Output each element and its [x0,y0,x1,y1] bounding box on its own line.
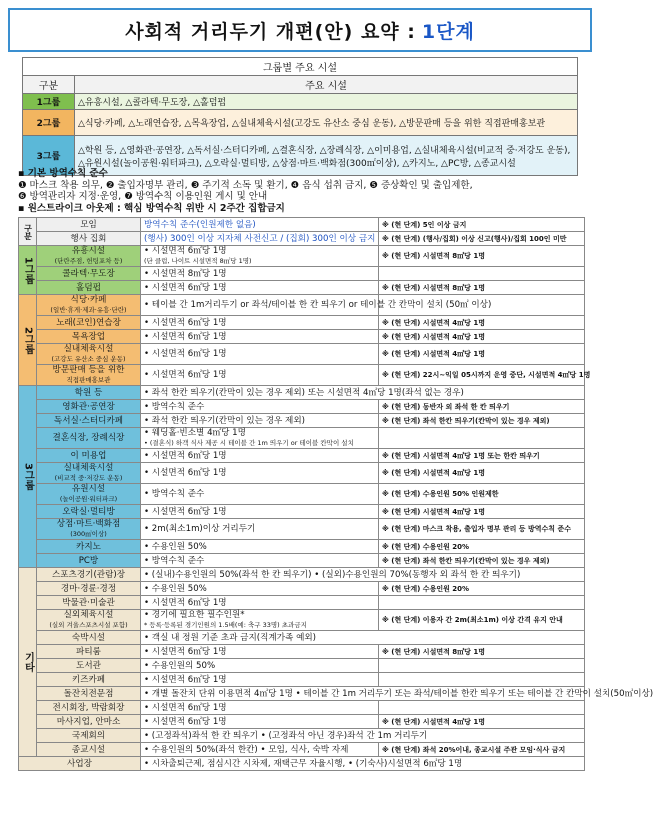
facility-name-text: 실내체육시설 [63,463,114,473]
table-row [19,596,585,610]
facility-rule-text: • 시설면적 8㎡당 1명 [144,268,227,279]
facility-name-text: 실외체육시설 [63,610,114,620]
facility-rule-text: • 시설면적 6㎡당 1명 [144,674,227,685]
facility-rule-text: • 수용인원의 50%(좌석 한칸) • 모임, 식사, 숙박 자제 [144,744,349,755]
title-stage: 1단계 [421,20,475,43]
facility-name-text: 독서실·스터디카페 [53,415,124,426]
table-row [19,582,585,596]
facility-current [379,596,585,610]
facility-name [37,505,141,519]
facility-rule-text: • 시설면적 6㎡당 1명 [144,468,227,478]
facility-rule [141,400,379,414]
facility-name [37,610,141,631]
facility-rule-text: • 객실 내 정원 기준 초과 금지(직계가족 예외) [144,632,317,643]
facility-rule-text: • 수용인원의 50% [144,660,216,671]
facility-rule [141,505,379,519]
facility-name [37,400,141,414]
facility-name-text: 실내체육시설 [63,344,114,354]
facility-col-header: 주요 시설 [75,76,578,94]
facility-name-text: 키즈카페 [71,674,106,685]
facility-current: ※ (현 단계) 좌석 한칸 띄우기(칸막이 있는 경우 제외) [379,554,585,568]
facility-name-text: PC방 [78,555,99,566]
group-col-header: 구분 [23,76,75,94]
table-row [19,687,585,701]
assembly-current: ※ (현 단계) (행사/집회) 이상 신고(행사)/집회 100인 미만 [379,232,585,246]
facility-name-text: 숙박시설 [71,632,106,643]
table-row [19,267,585,281]
facility-name [37,582,141,596]
table-row [19,540,585,554]
facility-rule-text: • 시설면적 6㎡당 1명 [144,370,227,380]
facility-name [37,701,141,715]
table-row [19,218,585,232]
facility-name [37,673,141,687]
facility-name-text: 유원시설 [71,484,106,494]
facility-rule-text: • 테이블 간 1m거리두기 or 좌석/테이블 한 칸 띄우기 or 테이블 간 칸막이 설치 (50㎡ 이상) [144,300,492,310]
group3-label: 3그룹 [19,386,37,568]
facility-rule [141,554,379,568]
facility-rule [141,673,379,687]
facility-rule-text: • 시설면적 6㎡당 1명 [144,317,227,328]
facility-rule [141,484,379,505]
main-rules-table [18,217,653,771]
facility-name [37,568,141,582]
meeting-rule: 방역수칙 준수(인원제한 없음) [141,218,379,232]
facility-name-text: 파티룸 [76,646,101,657]
facility-name [37,449,141,463]
notes-block [18,168,578,214]
table-row [19,316,585,330]
facility-rule [141,519,379,540]
meeting-name: 모임 [37,218,141,232]
facility-rule-sub: (단 클럽, 나이트 시설면적 8㎡당 1명) [144,257,252,265]
facility-name [37,729,141,743]
facility-name-text: 영화관·공연장 [62,401,115,412]
facility-name-sub: (비교적 중·저강도 운동) [54,474,123,482]
facility-name-text: 목욕장업 [71,331,106,342]
facility-name-sub: (놀이공원·워터파크) [59,495,118,503]
facility-name [37,414,141,428]
facility-rule [141,267,379,281]
table-row [19,484,585,505]
facility-name-text: 카지노 [76,541,101,552]
facility-rule [141,596,379,610]
facility-rule-text: • 수용인원 50% [144,583,207,594]
facility-current: ※ (현 단계) 이용자 간 2m(최소1m) 이상 간격 유지 안내 [379,610,585,631]
facility-rule-text: • 개별 돌잔치 단위 이용면적 4㎡당 1명 • 테이블 간 1m 거리두기 또는 좌석/테이블 한칸 띄우기 또는 테이블 간 칸막이 설치(50㎡이상) [144,688,653,699]
assembly-name: 행사 집회 [37,232,141,246]
group3-label: 3그룹 [23,136,75,176]
facility-current: ※ (현 단계) 동반자 외 좌석 한 칸 띄우기 [379,400,585,414]
workplace-name: 사업장 [19,757,141,771]
group2-facilities: △식당·카페, △노래연습장, △목욕장업, △실내체육시설(고강도 유산소 중심 운동), △방문판매 등을 위한 직접판매홍보관 [75,110,578,136]
facility-current [379,267,585,281]
facility-rule [141,295,492,316]
facility-rule [141,729,585,743]
table-row [19,386,585,400]
facility-rule [141,540,379,554]
facility-current: ※ (현 단계) 수용인원 20% [379,540,585,554]
table-row [19,610,585,631]
table-row [19,344,585,365]
facility-name-text: 방문판매 등을 위한 [52,365,125,375]
facility-name-text: 마사지업, 안마소 [56,716,121,727]
facility-name [37,386,141,400]
facility-rule-text: • 시설면적 6㎡당 1명 [144,597,227,608]
facility-name-text: 노래(코인)연습장 [56,317,121,328]
facility-name-sub: (실외 겨울스포츠시설 포함) [49,621,128,629]
facility-rule-text: • 경기에 필요한 필수인원* [144,610,245,620]
facility-name-text: 상점·마트·백화점 [56,519,121,529]
table-row [19,729,585,743]
table-row [19,519,585,540]
facility-current: ※ (현 단계) 시설면적 4㎡당 1명 [379,505,585,519]
table-row [19,645,585,659]
facility-current [379,701,585,715]
table-row [19,757,585,771]
facility-name [37,596,141,610]
table-row [19,330,585,344]
facility-name-sub: (고강도 유산소 중심 운동) [51,355,126,363]
facility-name [37,519,141,540]
facility-rule [141,743,379,757]
facility-name [37,659,141,673]
facility-name [37,687,141,701]
facility-rule-text: • (고정좌석)좌석 한 칸 띄우기 • (고정좌석 아닌 경우)좌석 간 1m 거리두기 [144,730,428,741]
facility-current: ※ (현 단계) 마스크 착용, 출입자 명부 관리 등 방역수칙 준수 [379,519,585,540]
facility-rule-text: • 웨딩홀·빈소별 4㎡당 1명 [144,428,246,438]
facility-current: ※ (현 단계) 시설면적 4㎡당 1명 [379,330,585,344]
facility-rule [141,449,379,463]
facility-rule-text: • 시설면적 6㎡당 1명 [144,646,227,657]
facility-rule [141,631,585,645]
meeting-current: ※ (현 단계) 5인 이상 금지 [379,218,585,232]
facility-rule-text: • 좌석 한칸 띄우기(칸막이 있는 경우 제외) 또는 시설면적 4㎡당 1명(좌석 없는 경우) [144,387,464,398]
facility-name-text: 종교시설 [71,744,106,755]
facility-name-text: 콜라텍·무도장 [62,268,115,279]
facility-name-text: 돌잔치전문점 [63,688,114,699]
facility-name-text: 홀덤펍 [76,282,101,293]
facility-name-sub: 직접판매홍보관 [66,376,111,384]
table-row [19,554,585,568]
header-group-cell: 구분 [19,218,37,246]
facility-current [379,673,585,687]
facility-rule-sub: • (결혼식) 하객 식사 제공 시 테이블 간 1m 띄우기 or 테이블 칸막이 설치 [144,439,354,447]
facility-rule [141,281,379,295]
table-row [19,505,585,519]
group3-facilities: △학원 등, △영화관·공연장, △독서실·스터디카페, △결혼식장, △장례식장, △이미용업, △실내체육시설(비교적 중·저강도 운동), △유원시설(놀이공원·워터파크), △오락실·멀티방, △상점·마트·백화점(300㎡이상), △카지노, △PC방, △종교시설 [75,136,578,176]
facility-name-text: 스포츠경기(관람)장 [51,569,126,580]
facility-rule [141,428,379,449]
facility-rule [141,687,653,701]
facility-rule-text: • 시설면적 6㎡당 1명 [144,331,227,342]
document-title [8,8,592,52]
facility-name [37,484,141,505]
facility-name-text: 결혼식장, 장례식장 [52,433,125,443]
table-row [19,232,585,246]
facility-name [37,645,141,659]
facility-current: ※ (현 단계) 시설면적 4㎡당 1명 [379,463,585,484]
facility-rule [141,344,379,365]
facility-rule [141,610,379,631]
table-row [19,659,585,673]
facility-rule-text: • 시설면적 6㎡당 1명 [144,349,227,359]
facility-name [37,554,141,568]
group2-label: 2그룹 [23,110,75,136]
facility-rule-text: • 시설면적 6㎡당 1명 [144,282,227,293]
facility-name-text: 경마·경륜·경정 [60,583,117,594]
facility-rule-text: • 시설면적 6㎡당 1명 [144,246,227,256]
facility-name [37,295,141,316]
table-row [19,568,585,582]
facility-current: ※ (현 단계) 수용인원 20% [379,582,585,596]
table-row [19,428,585,449]
facility-rule [141,701,379,715]
facility-rule-text: • 시설면적 6㎡당 1명 [144,716,227,727]
group1-label: 1그룹 [19,246,37,295]
facility-name-text: 박물관·미술관 [62,597,115,608]
assembly-rule: (행사) 300인 이상 지자체 사전신고 / (집회) 300인 이상 금지 [141,232,379,246]
facility-rule [141,715,379,729]
facility-name [37,267,141,281]
facility-name [37,631,141,645]
table-row [19,715,585,729]
table-row [19,449,585,463]
table-row [19,743,585,757]
group1-facilities: △유흥시설, △콜라텍·무도장, △홀덤펍 [75,94,578,110]
facility-name [37,428,141,449]
group-facility-table [22,57,578,176]
facility-current [379,428,585,449]
facility-rule-text: • 방역수칙 준수 [144,555,205,566]
notes-rules-line2: ❻ 방역관리자 지정·운영, ❼ 방역수칙 이용인원 게시 및 안내 [18,191,268,202]
facility-rule-text: • 2m(최소1m)이상 거리두기 [144,524,256,534]
facility-name-sub: (단란주점, 헌팅포차 등) [54,257,123,265]
facility-current: ※ (현 단계) 시설면적 4㎡당 1명 또는 한칸 띄우기 [379,449,585,463]
notes-rules-line1: ❶ 마스크 착용 의무, ❷ 출입자명부 관리, ❸ 주기적 소독 및 환기, ❹ 음식 섭취 금지, ❺ 증상확인 및 출입제한, [18,179,473,191]
facility-name-text: 전시회장, 박람회장 [52,702,125,713]
table-row [19,631,585,645]
facility-name-sub: (300㎡이상) [70,530,107,538]
table-row [19,463,585,484]
facility-name [37,463,141,484]
notes-basic-rules: ▪ 기본 방역수칙 준수 [18,168,108,179]
facility-rule [141,414,379,428]
facility-rule-sub: * 등록·등록된 경기인원의 1.5배(예: 축구 33명) 초과금지 [144,621,307,629]
facility-rule-text: • 방역수칙 준수 [144,489,205,499]
facility-rule [141,246,379,267]
table-row [19,295,585,316]
facility-current [379,659,585,673]
facility-rule [141,582,379,596]
table-row [19,673,585,687]
table-row [19,400,585,414]
group2-label: 2그룹 [19,295,37,386]
facility-name-text: 도서관 [76,660,101,671]
facility-name [37,246,141,267]
facility-name [37,365,141,386]
facility-current: ※ (현 단계) 좌석 한칸 띄우기(칸막이 있는 경우 제외) [379,414,585,428]
facility-rule [141,365,379,386]
facility-rule-text: • (실내)수용인원의 50%(좌석 한 칸 띄우기) • (실외)수용인원의 70%(동행자 외 좌석 한 칸 띄우기) [144,569,521,580]
facility-name [37,743,141,757]
facility-current: ※ (현 단계) 시설면적 4㎡당 1명 [379,316,585,330]
facility-name [37,330,141,344]
facility-rule [141,463,379,484]
table-row [19,414,585,428]
facility-name-text: 학원 등 [74,387,103,398]
facility-rule-text: • 수용인원 50% [144,541,207,552]
facility-name [37,281,141,295]
facility-name-text: 유흥시설 [71,246,106,256]
facility-current: ※ (현 단계) 시설면적 4㎡당 1명 [379,715,585,729]
facility-current: ※ (현 단계) 수용인원 50% 인원제한 [379,484,585,505]
facility-rule-text: • 시설면적 6㎡당 1명 [144,506,227,517]
facility-name-text: 식당·카페 [70,295,107,305]
facility-current: ※ (현 단계) 22시~익일 05시까지 운영 중단, 시설면적 4㎡당 1명 [379,365,585,386]
table-row [19,701,585,715]
table-row [19,246,585,267]
group-table-caption: 그룹별 주요 시설 [23,58,578,76]
facility-rule-text: • 시설면적 6㎡당 1명 [144,450,227,461]
facility-current: ※ (현 단계) 시설면적 8㎡당 1명 [379,246,585,267]
facility-rule-text: • 좌석 한칸 띄우기(칸막이 있는 경우 제외) [144,415,305,426]
table-row [19,281,585,295]
table-row [19,365,585,386]
facility-name [37,715,141,729]
group4-label: 기타 [19,568,37,757]
facility-rule [141,316,379,330]
title-main: 사회적 거리두기 개편(안) 요약 : [125,20,416,43]
facility-rule-text: • 방역수칙 준수 [144,401,205,412]
facility-rule [141,568,585,582]
facility-name [37,540,141,554]
notes-one-strike: ▪ 원스트라이크 아웃제 : 핵심 방역수칙 위반 시 2주간 집합금지 [18,202,285,214]
facility-name-sub: (일반·휴게·제과·유흥·단란) [50,306,127,314]
facility-current: ※ (현 단계) 시설면적 4㎡당 1명 [379,344,585,365]
facility-rule [141,645,379,659]
facility-name-text: 오락실·멀티방 [62,506,115,517]
facility-rule [141,386,585,400]
facility-name-text: 국제회의 [71,730,106,741]
facility-rule [141,330,379,344]
facility-rule [141,659,379,673]
facility-name [37,316,141,330]
facility-current: ※ (현 단계) 시설면적 8㎡당 1명 [379,645,585,659]
workplace-rule: • 시차출퇴근제, 점심시간 시차제, 재택근무 자율시행, • (기숙사)시설면적 6㎡당 1명 [141,757,585,771]
facility-name-text: 이 미용업 [70,450,107,461]
facility-current: ※ (현 단계) 시설면적 8㎡당 1명 [379,281,585,295]
facility-name [37,344,141,365]
facility-current: ※ (현 단계) 좌석 20%이내, 종교시설 주관 모임·식사 금지 [379,743,585,757]
facility-rule-text: • 시설면적 6㎡당 1명 [144,702,227,713]
group1-label: 1그룹 [23,94,75,110]
